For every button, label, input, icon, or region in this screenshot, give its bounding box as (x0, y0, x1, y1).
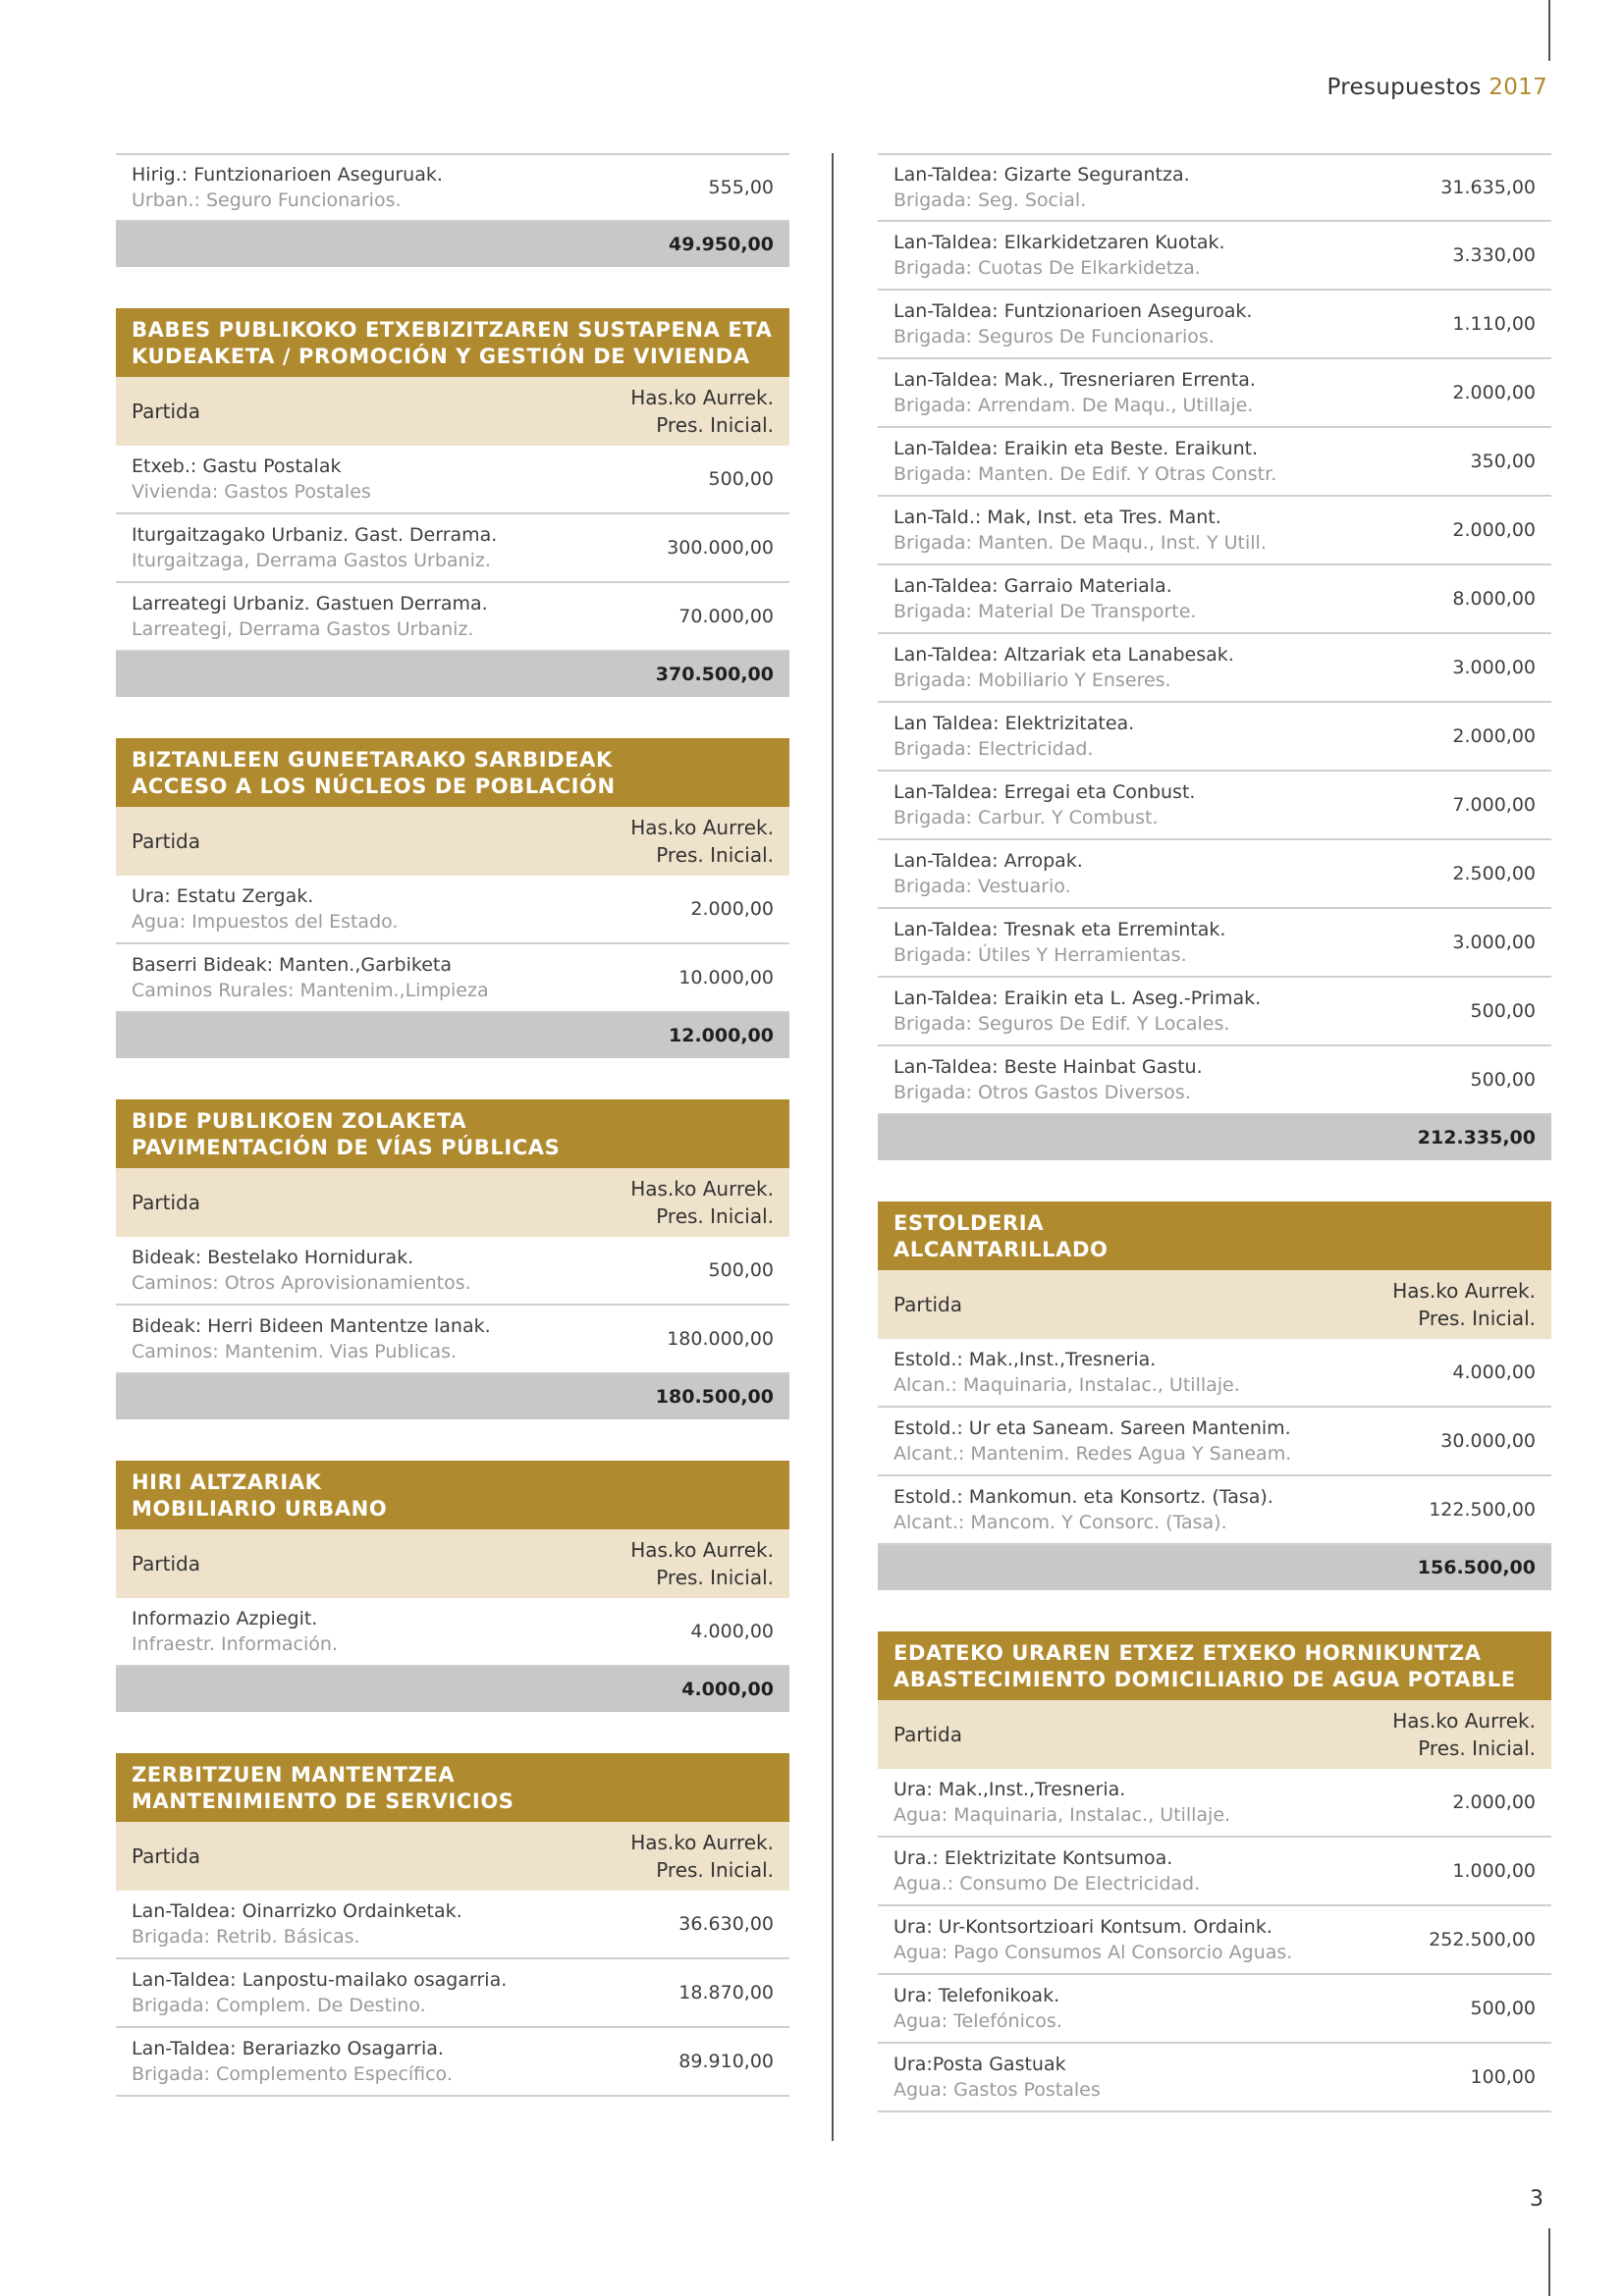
amount: 3.000,00 (1452, 932, 1536, 953)
basque-label: Estold.: Mak.,Inst.,Tresneria. (893, 1349, 1157, 1370)
budget-row (116, 1891, 789, 1959)
amount-header (630, 1536, 774, 1591)
row-names (893, 573, 1196, 624)
budget-row (878, 2044, 1551, 2112)
budget-row (878, 909, 1551, 978)
total-row: 12.000,00 (116, 1013, 789, 1058)
page-header (1327, 75, 1547, 100)
column-divider (832, 153, 834, 2141)
budget-row (878, 359, 1551, 428)
row-names (132, 1313, 491, 1364)
budget-row (878, 703, 1551, 772)
spanish-label: Brigada: Complem. De Destino. (132, 1995, 426, 2016)
row-names (132, 2036, 453, 2087)
row-names (893, 917, 1225, 968)
spanish-label: Brigada: Seguros De Edif. Y Locales. (893, 1013, 1230, 1035)
spanish-label: Brigada: Arrendam. De Maqu., Utillaje. (893, 395, 1254, 416)
partida-label: Partida (132, 400, 200, 423)
row-names (893, 1054, 1203, 1105)
amount: 8.000,00 (1452, 588, 1536, 610)
row-names (132, 162, 443, 213)
section-title (116, 1461, 789, 1529)
basque-label: Lan-Taldea: Elkarkidetzaren Kuotak. (893, 232, 1225, 253)
spanish-label: Brigada: Cuotas De Elkarkidetza. (893, 257, 1201, 279)
section-title-es: PAVIMENTACIÓN DE VÍAS PÚBLICAS (132, 1136, 561, 1159)
basque-label: Ura:Posta Gastuak (893, 2054, 1066, 2075)
basque-label: Lan-Taldea: Altzariak eta Lanabesak. (893, 644, 1234, 666)
section-title-es: ALCANTARILLADO (893, 1238, 1109, 1261)
basque-label: Lan-Taldea: Beste Hainbat Gastu. (893, 1056, 1203, 1078)
amount: 500,00 (1470, 1069, 1536, 1091)
basque-label: Estold.: Ur eta Saneam. Sareen Mantenim. (893, 1417, 1291, 1439)
spanish-label: Urban.: Seguro Funcionarios. (132, 189, 402, 211)
top-rule (1548, 0, 1550, 61)
amount: 500,00 (708, 468, 774, 490)
basque-label: Ura: Estatu Zergak. (132, 885, 314, 907)
amount: 7.000,00 (1452, 794, 1536, 816)
spanish-label: Brigada: Mobiliario Y Enseres. (893, 669, 1171, 691)
basque-label: Lan-Taldea: Tresnak eta Erremintak. (893, 919, 1226, 940)
row-names (893, 505, 1267, 556)
basque-label: Lan-Taldea: Gizarte Segurantza. (893, 164, 1190, 186)
budget-row (116, 1237, 789, 1306)
section-header (116, 807, 789, 876)
amount: 180.000,00 (667, 1328, 774, 1350)
amount-header-eu: Has.ko Aurrek. (630, 816, 774, 839)
amount-header-eu: Has.ko Aurrek. (630, 1177, 774, 1201)
amount: 1.110,00 (1452, 313, 1536, 335)
basque-label: Lan-Taldea: Mak., Tresneriaren Errenta. (893, 369, 1256, 391)
spanish-label: Brigada: Seguros De Funcionarios. (893, 326, 1215, 347)
spanish-label: Brigada: Manten. De Edif. Y Otras Constr. (893, 463, 1277, 485)
budget-row (878, 1769, 1551, 1838)
basque-label: Lan-Tald.: Mak, Inst. eta Tres. Mant. (893, 507, 1221, 528)
budget-row (878, 222, 1551, 291)
basque-label: Baserri Bideak: Manten.,Garbiketa (132, 954, 452, 976)
section-header (116, 1168, 789, 1237)
section-title-eu: BABES PUBLIKOKO ETXEBIZITZAREN SUSTAPENA ETA (132, 318, 773, 342)
section-title-eu: ZERBITZUEN MANTENTZEA (132, 1763, 456, 1787)
amount: 122.500,00 (1429, 1499, 1536, 1521)
amount: 2.000,00 (1452, 519, 1536, 541)
section-title-eu: BIDE PUBLIKOEN ZOLAKETA (132, 1109, 467, 1133)
spanish-label: Brigada: Otros Gastos Diversos. (893, 1082, 1191, 1103)
spanish-label: Infraestr. Información. (132, 1633, 338, 1655)
row-names (893, 1983, 1062, 2034)
spanish-label: Caminos Rurales: Mantenim.,Limpieza (132, 980, 489, 1001)
section-header (116, 1822, 789, 1891)
amount-header-eu: Has.ko Aurrek. (630, 1538, 774, 1562)
budget-row (878, 1476, 1551, 1545)
partida-label: Partida (893, 1293, 962, 1316)
amount-header-es: Pres. Inicial. (1418, 1736, 1536, 1760)
total-row: 180.500,00 (116, 1374, 789, 1419)
spanish-label: Agua: Gastos Postales (893, 2079, 1101, 2101)
total-row: 49.950,00 (116, 222, 789, 267)
row-names (132, 1606, 338, 1657)
row-names (893, 1415, 1291, 1467)
partida-label: Partida (132, 1552, 200, 1575)
row-names (893, 367, 1256, 418)
amount: 500,00 (1470, 1998, 1536, 2019)
budget-row (116, 1306, 789, 1374)
spanish-label: Brigada: Vestuario. (893, 876, 1071, 897)
row-names (893, 986, 1261, 1037)
amount: 100,00 (1470, 2066, 1536, 2088)
budget-row (878, 497, 1551, 565)
amount-header-es: Pres. Inicial. (656, 413, 774, 437)
row-names (132, 952, 489, 1003)
basque-label: Lan-Taldea: Garraio Materiala. (893, 575, 1172, 597)
amount-header-es: Pres. Inicial. (1418, 1307, 1536, 1330)
basque-label: Bideak: Herri Bideen Mantentze lanak. (132, 1315, 491, 1337)
basque-label: Etxeb.: Gastu Postalak (132, 455, 342, 477)
section-header (878, 1270, 1551, 1339)
row-names (893, 711, 1134, 762)
amount-header-eu: Has.ko Aurrek. (630, 1831, 774, 1854)
row-names (893, 779, 1195, 830)
section-title-es: KUDEAKETA / PROMOCIÓN Y GESTIÓN DE VIVIENDA (132, 345, 750, 368)
amount: 350,00 (1470, 451, 1536, 472)
amount-header (1392, 1707, 1536, 1762)
partida-label: Partida (132, 1844, 200, 1868)
budget-row (878, 1975, 1551, 2044)
basque-label: Lan-Taldea: Lanpostu-mailako osagarria. (132, 1969, 508, 1991)
section-title-eu: BIZTANLEEN GUNEETARAKO SARBIDEAK (132, 748, 613, 772)
section-title (116, 1753, 789, 1822)
amount-header (630, 814, 774, 869)
amount-header (630, 384, 774, 439)
basque-label: Lan-Taldea: Funtzionarioen Aseguroak. (893, 300, 1253, 322)
spanish-label: Brigada: Útiles Y Herramientas. (893, 944, 1187, 966)
partida-label: Partida (893, 1723, 962, 1746)
amount: 4.000,00 (1452, 1362, 1536, 1383)
spanish-label: Brigada: Retrib. Básicas. (132, 1926, 360, 1948)
total-row: 212.335,00 (878, 1115, 1551, 1160)
section-title-es: ACCESO A LOS NÚCLEOS DE POBLACIÓN (132, 774, 616, 798)
amount: 2.000,00 (1452, 1791, 1536, 1813)
row-names (893, 436, 1276, 487)
amount: 555,00 (708, 177, 774, 198)
budget-row (878, 1906, 1551, 1975)
left-column (116, 153, 789, 2097)
row-names (132, 454, 371, 505)
header-year: 2017 (1489, 75, 1547, 100)
amount-header-eu: Has.ko Aurrek. (1392, 1709, 1536, 1733)
section-title (116, 738, 789, 807)
row-names (893, 230, 1225, 281)
basque-label: Hirig.: Funtzionarioen Aseguruak. (132, 164, 443, 186)
right-column (878, 153, 1551, 2112)
section-header (116, 1529, 789, 1598)
amount: 3.330,00 (1452, 244, 1536, 266)
amount: 31.635,00 (1440, 177, 1536, 198)
budget-row (878, 1838, 1551, 1906)
amount: 2.000,00 (1452, 725, 1536, 747)
section-header (878, 1700, 1551, 1769)
budget-row (878, 291, 1551, 359)
amount: 10.000,00 (678, 967, 774, 988)
amount: 4.000,00 (690, 1621, 774, 1642)
spanish-label: Alcant.: Mancom. Y Consorc. (Tasa). (893, 1512, 1227, 1533)
amount-header-es: Pres. Inicial. (656, 843, 774, 867)
header-word: Presupuestos (1326, 75, 1482, 100)
basque-label: Ura: Mak.,Inst.,Tresneria. (893, 1779, 1126, 1800)
section-title (116, 308, 789, 377)
row-names (893, 1914, 1292, 1965)
row-names (893, 1845, 1200, 1896)
basque-label: Ura: Ur-Kontsortzioari Kontsum. Ordaink. (893, 1916, 1272, 1938)
total-row: 370.500,00 (116, 652, 789, 697)
total-row: 156.500,00 (878, 1545, 1551, 1590)
row-names (893, 1484, 1273, 1535)
spanish-label: Alcant.: Mantenim. Redes Agua Y Saneam. (893, 1443, 1292, 1465)
row-names (893, 2052, 1101, 2103)
amount: 2.000,00 (690, 898, 774, 920)
section-title-eu: EDATEKO URAREN ETXEZ ETXEKO HORNIKUNTZA (893, 1641, 1482, 1665)
amount: 252.500,00 (1429, 1929, 1536, 1950)
budget-row (116, 2028, 789, 2097)
basque-label: Lan-Taldea: Berariazko Osagarria. (132, 2038, 444, 2059)
spanish-label: Brigada: Electricidad. (893, 738, 1094, 760)
budget-row (878, 153, 1551, 222)
partida-label: Partida (132, 1191, 200, 1214)
spanish-label: Vivienda: Gastos Postales (132, 481, 371, 503)
spanish-label: Agua: Maquinaria, Instalac., Utillaje. (893, 1804, 1231, 1826)
amount-header-es: Pres. Inicial. (656, 1566, 774, 1589)
row-names (893, 1347, 1240, 1398)
bottom-rule (1548, 2228, 1550, 2296)
budget-row (116, 876, 789, 944)
row-names (132, 591, 488, 642)
amount: 300.000,00 (667, 537, 774, 559)
section-title (878, 1631, 1551, 1700)
page-number: 3 (1530, 2187, 1543, 2212)
spanish-label: Alcan.: Maquinaria, Instalac., Utillaje. (893, 1374, 1240, 1396)
amount: 3.000,00 (1452, 657, 1536, 678)
budget-row (878, 1046, 1551, 1115)
spanish-label: Agua: Telefónicos. (893, 2010, 1062, 2032)
row-names (132, 1245, 471, 1296)
budget-row (878, 634, 1551, 703)
row-names (893, 642, 1234, 693)
spanish-label: Iturgaitzaga, Derrama Gastos Urbaniz. (132, 550, 491, 571)
partida-label: Partida (132, 829, 200, 853)
amount-header-es: Pres. Inicial. (656, 1204, 774, 1228)
row-names (893, 162, 1190, 213)
amount: 36.630,00 (678, 1913, 774, 1935)
row-names (132, 522, 497, 573)
spanish-label: Agua: Impuestos del Estado. (132, 911, 399, 933)
spanish-label: Brigada: Complemento Específico. (132, 2063, 453, 2085)
budget-row (878, 1339, 1551, 1408)
budget-row (878, 840, 1551, 909)
row-names (132, 883, 398, 934)
basque-label: Informazio Azpiegit. (132, 1608, 318, 1629)
budget-row (878, 565, 1551, 634)
spanish-label: Brigada: Carbur. Y Combust. (893, 807, 1159, 828)
spanish-label: Agua: Pago Consumos Al Consorcio Aguas. (893, 1942, 1293, 1963)
section-title-eu: ESTOLDERIA (893, 1211, 1045, 1235)
total-row: 4.000,00 (116, 1667, 789, 1712)
basque-label: Larreategi Urbaniz. Gastuen Derrama. (132, 593, 488, 614)
row-names (893, 1777, 1230, 1828)
amount-header (1392, 1277, 1536, 1332)
budget-row (116, 944, 789, 1013)
budget-row (116, 446, 789, 514)
amount: 30.000,00 (1440, 1430, 1536, 1452)
section-title-es: MOBILIARIO URBANO (132, 1497, 388, 1521)
amount: 2.500,00 (1452, 863, 1536, 884)
amount-header-eu: Has.ko Aurrek. (630, 386, 774, 409)
basque-label: Lan Taldea: Elektrizitatea. (893, 713, 1135, 734)
spanish-label: Caminos: Mantenim. Vias Publicas. (132, 1341, 458, 1362)
section-title-es: ABASTECIMIENTO DOMICILIARIO DE AGUA POTABLE (893, 1668, 1516, 1691)
budget-row (878, 1408, 1551, 1476)
budget-row (878, 978, 1551, 1046)
row-names (893, 298, 1252, 349)
section-header (116, 377, 789, 446)
budget-row (116, 1598, 789, 1667)
basque-label: Ura.: Elektrizitate Kontsumoa. (893, 1847, 1173, 1869)
amount: 500,00 (1470, 1000, 1536, 1022)
spanish-label: Brigada: Material De Transporte. (893, 601, 1197, 622)
row-names (132, 1967, 507, 2018)
section-title (116, 1099, 789, 1168)
amount: 1.000,00 (1452, 1860, 1536, 1882)
budget-row (878, 428, 1551, 497)
amount: 500,00 (708, 1259, 774, 1281)
amount: 2.000,00 (1452, 382, 1536, 403)
basque-label: Estold.: Mankomun. eta Konsortz. (Tasa). (893, 1486, 1273, 1508)
basque-label: Iturgaitzagako Urbaniz. Gast. Derrama. (132, 524, 498, 546)
basque-label: Lan-Taldea: Oinarrizko Ordainketak. (132, 1900, 462, 1922)
section-title (878, 1201, 1551, 1270)
basque-label: Lan-Taldea: Eraikin eta L. Aseg.-Primak. (893, 988, 1262, 1009)
amount-header-eu: Has.ko Aurrek. (1392, 1279, 1536, 1303)
basque-label: Lan-Taldea: Arropak. (893, 850, 1083, 872)
amount: 89.910,00 (678, 2051, 774, 2072)
budget-row (116, 583, 789, 652)
basque-label: Lan-Taldea: Eraikin eta Beste. Eraikunt. (893, 438, 1259, 459)
basque-label: Ura: Telefonikoak. (893, 1985, 1060, 2006)
spanish-label: Agua.: Consumo De Electricidad. (893, 1873, 1201, 1895)
row-names (132, 1898, 462, 1949)
section-title-es: MANTENIMIENTO DE SERVICIOS (132, 1789, 514, 1813)
spanish-label: Brigada: Seg. Social. (893, 189, 1087, 211)
budget-row (878, 772, 1551, 840)
section-title-eu: HIRI ALTZARIAK (132, 1470, 322, 1494)
amount: 70.000,00 (678, 606, 774, 627)
spanish-label: Larreategi, Derrama Gastos Urbaniz. (132, 618, 474, 640)
amount: 18.870,00 (678, 1982, 774, 2003)
spanish-label: Caminos: Otros Aprovisionamientos. (132, 1272, 471, 1294)
budget-row (116, 514, 789, 583)
spanish-label: Brigada: Manten. De Maqu., Inst. Y Utill. (893, 532, 1267, 554)
basque-label: Lan-Taldea: Erregai eta Conbust. (893, 781, 1196, 803)
budget-row (116, 153, 789, 222)
budget-row (116, 1959, 789, 2028)
amount-header-es: Pres. Inicial. (656, 1858, 774, 1882)
amount-header (630, 1175, 774, 1230)
basque-label: Bideak: Bestelako Hornidurak. (132, 1247, 414, 1268)
row-names (893, 848, 1083, 899)
amount-header (630, 1829, 774, 1884)
